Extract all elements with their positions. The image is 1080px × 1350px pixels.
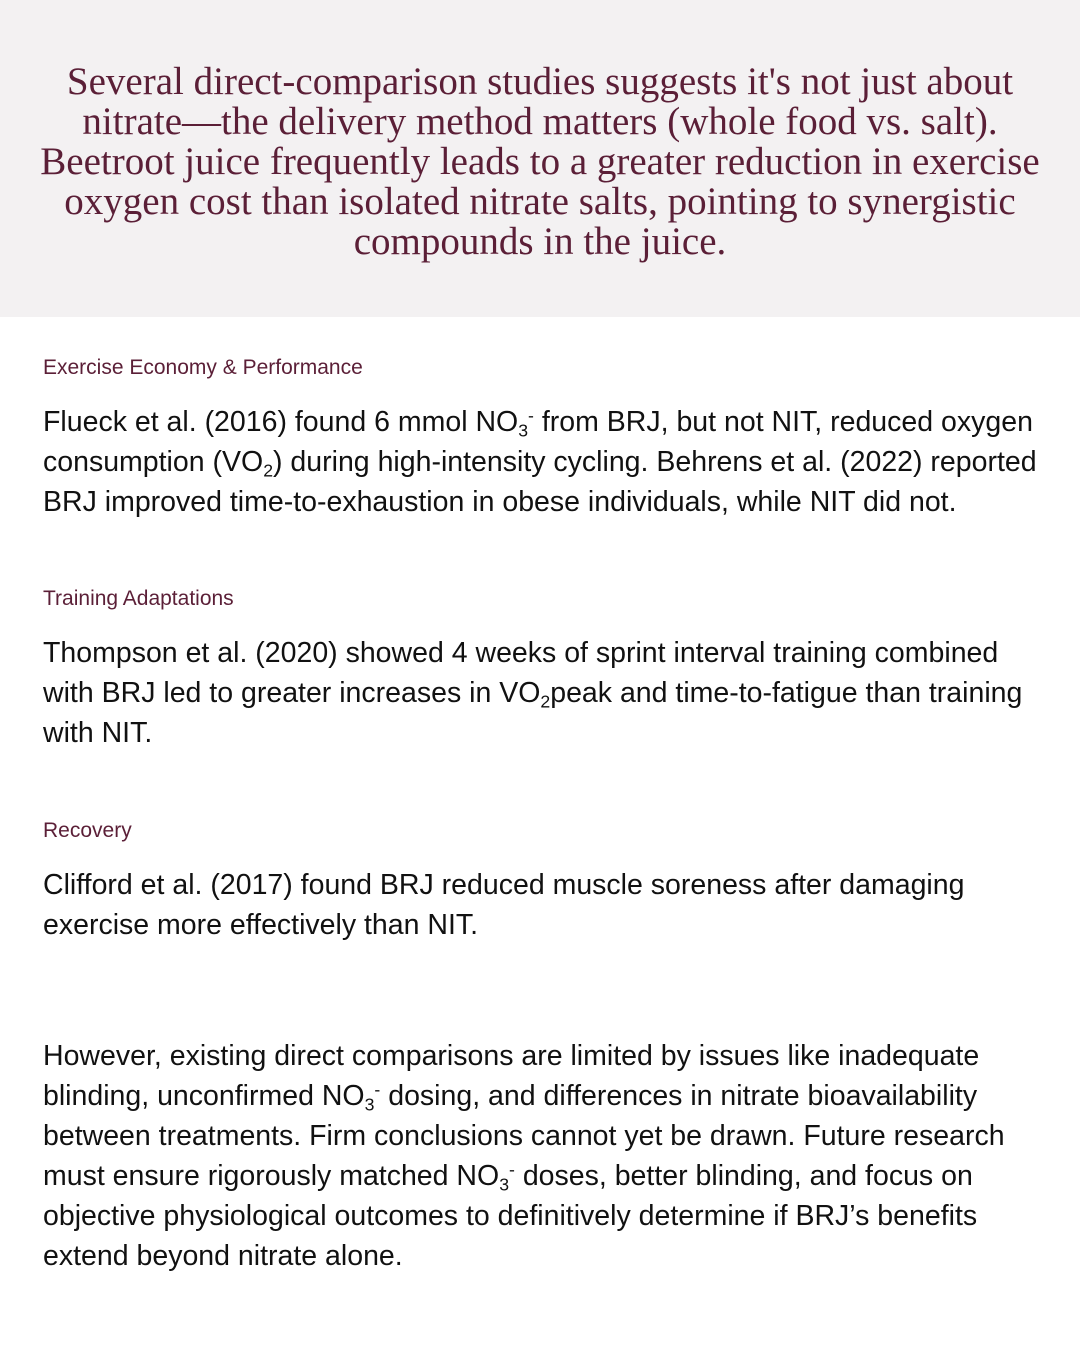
subscript: 3 xyxy=(364,1094,375,1115)
text-run: However, existing direct comparisons are limited by issues like inadequate blinding, unconfirmed NO xyxy=(43,1040,980,1112)
text-run: peak and time-to-fatigue than training with NIT. xyxy=(43,677,1023,749)
superscript: - xyxy=(509,1159,515,1180)
section-body-recovery xyxy=(43,865,1037,945)
banner-quote: Several direct-comparison studies suggests it's not just about nitrate—the delivery method matters (whole food vs. salt). Beetroot juice frequently leads to a greater reduction in exercise oxygen cost than isolated nitrate salts, pointing to synergistic compounds in the juice. xyxy=(40,60,1040,263)
subscript: 3 xyxy=(499,1174,510,1195)
text-run: Clifford et al. (2017) found BRJ reduced muscle soreness after damaging exercise more effectively than NIT. xyxy=(43,869,965,941)
section-heading-training-adaptations: Training Adaptations xyxy=(43,587,234,610)
section-body-exercise-economy xyxy=(43,402,1037,522)
text-run: Thompson et al. (2020) showed 4 weeks of sprint interval training combined with BRJ led to greater increases in VO xyxy=(43,637,999,709)
subscript: 2 xyxy=(263,460,274,481)
text-run: from BRJ, but not NIT, reduced oxygen consumption (VO xyxy=(43,406,1033,478)
text-run: doses, better blinding, and focus on objective physiological outcomes to definitively determine if BRJ’s benefits extend beyond nitrate alone. xyxy=(43,1160,978,1272)
conclusion-paragraph xyxy=(43,1036,1037,1276)
article-content xyxy=(0,355,1080,1276)
subscript: 2 xyxy=(540,691,551,712)
text-run: Flueck et al. (2016) found 6 mmol NO xyxy=(43,406,519,438)
text-run: dosing, and differences in nitrate bioavailability between treatments. Firm conclusions cannot yet be drawn. Future research must ensure rigorously matched NO xyxy=(43,1080,1005,1192)
superscript: - xyxy=(374,1079,381,1100)
text-run: ) during high-intensity cycling. Behrens et al. (2022) reported BRJ improved time-to-exhaustion in obese individuals, while NIT did not. xyxy=(43,446,1037,518)
quote-banner xyxy=(0,0,1080,317)
section-heading-exercise-economy: Exercise Economy & Performance xyxy=(43,356,363,379)
section-heading-recovery: Recovery xyxy=(43,819,132,842)
section-body-training-adaptations xyxy=(43,633,1037,753)
subscript: 3 xyxy=(518,420,529,441)
superscript: - xyxy=(528,405,534,426)
